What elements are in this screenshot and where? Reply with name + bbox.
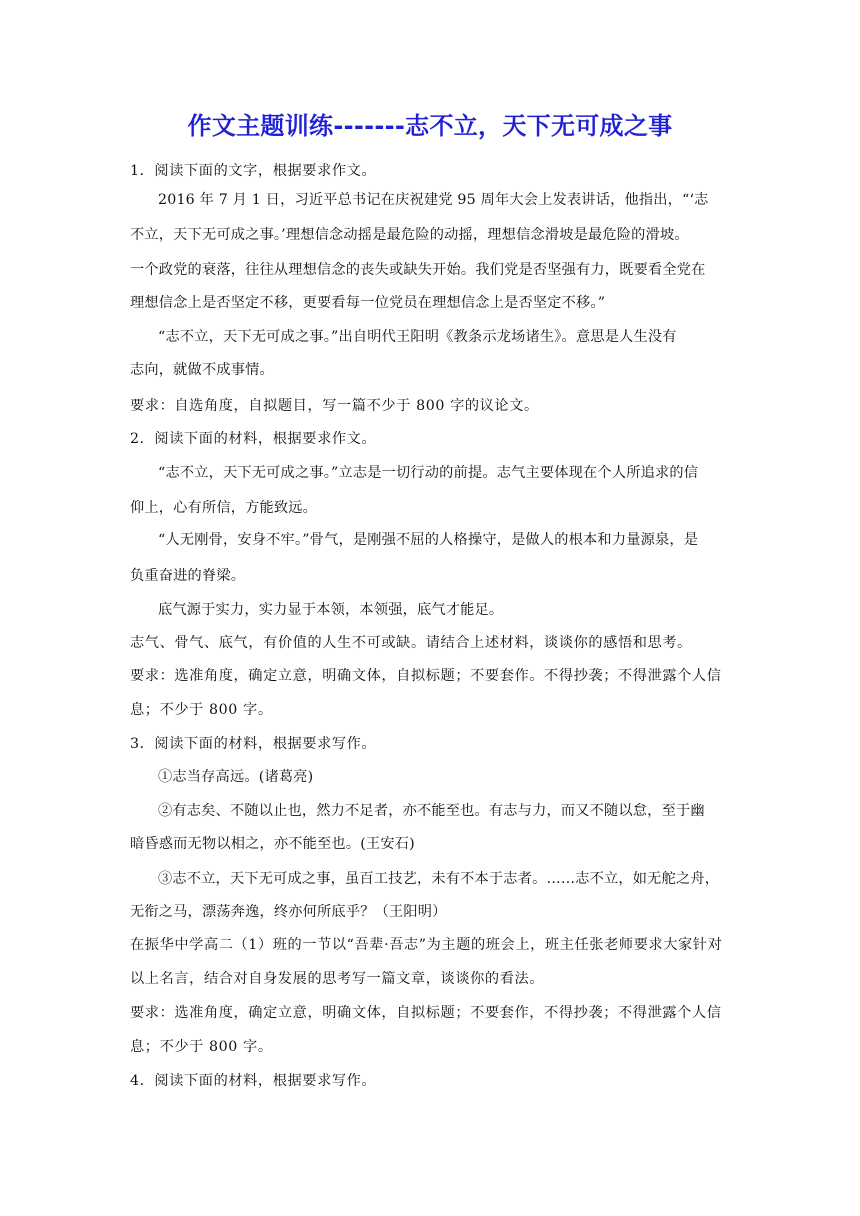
question-3-requirement: 要求：选准角度，确定立意，明确文体，自拟标题；不要套作，不得抄袭；不得泄露个人信 — [130, 1005, 722, 1021]
quote-line: 暗昏惑而无物以相之，亦不能至也。(王安石) — [130, 836, 415, 852]
paragraph-line: 负重奋进的脊梁。 — [130, 568, 246, 584]
question-1-prompt: 1．阅读下面的文字，根据要求作文。 — [130, 163, 377, 179]
paragraph-line: 在振华中学高二（1）班的一节以“吾辈·吾志”为主题的班会上，班主任张老师要求大家针对 — [130, 937, 723, 953]
paragraph-line: “志不立，天下无可成之事。”立志是一切行动的前提。志气主要体现在个人所追求的信 — [158, 465, 699, 481]
paragraph-line: 不立，天下无可成之事。’理想信念动摇是最危险的动摇，理想信念滑坡是最危险的滑坡。 — [130, 227, 689, 243]
quote-line: ③志不立，天下无可成之事，虽百工技艺，未有不本于志者。……志不立，如无舵之舟， — [158, 871, 720, 887]
paragraph-line: “人无刚骨，安身不牢。”骨气，是刚强不屈的人格操守，是做人的根本和力量源泉，是 — [158, 532, 699, 548]
quote-line: ②有志矣、不随以止也，然力不足者，亦不能至也。有志与力，而又不随以怠，至于幽 — [158, 803, 705, 819]
question-3-prompt: 3．阅读下面的材料，根据要求写作。 — [130, 736, 377, 752]
question-2-prompt: 2．阅读下面的材料，根据要求作文。 — [130, 431, 377, 447]
quote-line: 无衔之马，漂荡奔逸，终亦何所底乎？（王阳明） — [130, 904, 447, 920]
paragraph-line: 底气源于实力，实力显于本领，本领强，底气才能足。 — [158, 602, 504, 618]
question-1-requirement: 要求：自选角度，自拟题目，写一篇不少于 800 字的议论文。 — [130, 398, 539, 414]
paragraph-line: 仰上，心有所信，方能致远。 — [130, 500, 318, 516]
paragraph-line: 志向，就做不成事情。 — [130, 362, 274, 378]
paragraph-line: 理想信念上是否坚定不移，更要看每一位党员在理想信念上是否坚定不移。” — [130, 295, 606, 311]
question-2-requirement: 要求：选准角度，确定立意，明确文体，自拟标题；不要套作。不得抄袭；不得泄露个人信 — [130, 668, 722, 684]
paragraph-line: 息；不少于 800 字。 — [130, 1039, 273, 1055]
paragraph-line: 志气、骨气、底气，有价值的人生不可或缺。请结合上述材料，谈谈你的感悟和思考。 — [130, 635, 692, 651]
paragraph-line: 以上名言，结合对自身发展的思考写一篇文章，谈谈你的看法。 — [130, 971, 545, 987]
paragraph-line: 息；不少于 800 字。 — [130, 702, 273, 718]
question-4-prompt: 4．阅读下面的材料，根据要求写作。 — [130, 1073, 377, 1089]
paragraph-line: “志不立，天下无可成之事。”出自明代王阳明《教条示龙场诸生》。意思是人生没有 — [158, 329, 677, 345]
paragraph-line: 2016 年 7 月 1 日，习近平总书记在庆祝建党 95 周年大会上发表讲话，他指出，“‘志 — [158, 192, 709, 208]
paragraph-line: 一个政党的衰落，往往从理想信念的丧失或缺失开始。我们党是否坚强有力，既要看全党在 — [130, 262, 706, 278]
quote-line: ①志当存高远。(诸葛亮) — [158, 769, 314, 785]
document-title: 作文主题训练-------志不立，天下无可成之事 — [187, 112, 673, 140]
